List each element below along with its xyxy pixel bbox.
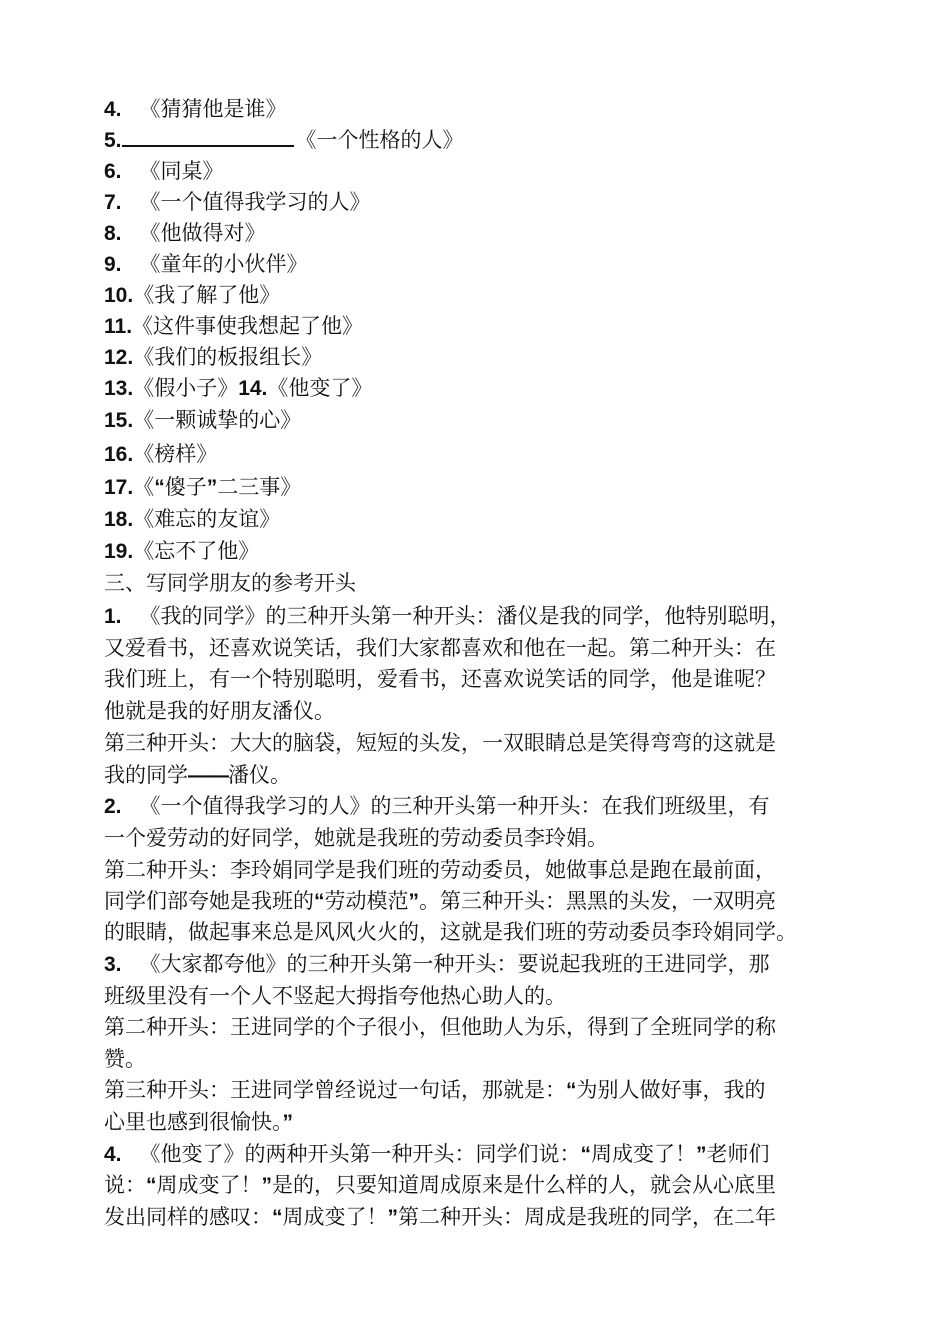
list-title: 《他变了》 <box>267 376 373 400</box>
paragraph-line <box>104 1140 770 1169</box>
paragraph-line <box>104 1108 293 1137</box>
paragraph-line <box>104 1171 776 1200</box>
em-dash: —— <box>188 764 228 787</box>
list-title: 《猜猜他是谁》 <box>139 97 287 121</box>
paragraph-line <box>104 887 776 916</box>
paragraph-text: 周成变了！ <box>591 1142 697 1166</box>
paragraph-text: 《大家都夸他》的三种开头第一种开头：要说起我班的王进同学，那 <box>139 952 770 976</box>
paragraph-number: 4. <box>104 1143 122 1166</box>
list-item <box>104 505 280 534</box>
paragraph-text: 第三种开头：王进同学曾经说过一句话，那就是： <box>104 1078 566 1102</box>
paragraph-text: 潘仪。 <box>228 763 291 787</box>
list-number: 14. <box>238 377 268 400</box>
list-title: 《我们的板报组长》 <box>133 345 323 369</box>
paragraph-line <box>104 1076 766 1105</box>
paragraph-text: 第二种开头：周成是我班的同学，在二年 <box>398 1205 776 1229</box>
paragraph-text: 周成变了！ <box>156 1173 262 1197</box>
list-item <box>104 126 464 155</box>
list-item <box>104 343 322 372</box>
paragraph-line: 赞。 <box>104 1047 146 1071</box>
paragraph-line: 第三种开头：大大的脑袋，短短的头发，一双眼睛总是笑得弯弯的这就是 <box>104 731 776 755</box>
list-item <box>104 440 217 469</box>
paragraph-text: 说： <box>104 1173 146 1197</box>
list-title: 《 <box>133 475 155 499</box>
list-item <box>104 406 301 435</box>
list-number: 13. <box>104 377 134 400</box>
list-number: 4. <box>104 98 122 121</box>
paragraph-text: 是的，只要知道周成原来是什么样的人，就会从心底里 <box>272 1173 776 1197</box>
paragraph-text: 同学们部夸她是我班的 <box>104 889 314 913</box>
list-number: 19. <box>104 540 134 563</box>
list-item <box>104 281 280 310</box>
paragraph-number: 1. <box>104 605 122 628</box>
quote-mark: ” <box>408 890 419 913</box>
list-title: 《童年的小伙伴》 <box>139 252 308 276</box>
section-heading: 三、写同学朋友的参考开头 <box>104 571 356 595</box>
list-title: 《他做得对》 <box>139 221 266 245</box>
paragraph-line <box>104 950 770 979</box>
quote-mark: “ <box>314 890 325 913</box>
paragraph-text: 发出同样的感叹： <box>104 1205 272 1229</box>
list-number: 18. <box>104 508 134 531</box>
quote-mark: “ <box>566 1079 577 1102</box>
quote-mark: ” <box>282 1111 293 1134</box>
list-title: 《忘不了他》 <box>133 539 260 563</box>
list-title: 傻子 <box>164 475 207 499</box>
quote-mark: “ <box>154 476 165 499</box>
quote-mark: ” <box>206 476 218 499</box>
list-title: 《榜样》 <box>133 442 218 466</box>
list-title: 《难忘的友谊》 <box>133 507 281 531</box>
quote-mark: “ <box>272 1206 283 1229</box>
list-number: 8. <box>104 222 122 245</box>
paragraph-line <box>104 1203 776 1232</box>
paragraph-text: 。第三种开头：黑黑的头发，一双明亮 <box>419 889 776 913</box>
quote-mark: ” <box>261 1174 272 1197</box>
paragraph-line: 第二种开头：王进同学的个子很小，但他助人为乐，得到了全班同学的称 <box>104 1015 776 1039</box>
list-item <box>104 219 266 248</box>
list-title: 二三事》 <box>217 475 302 499</box>
list-item <box>104 537 259 566</box>
paragraph-line: 班级里没有一个人不竖起大拇指夸他热心助人的。 <box>104 984 566 1008</box>
list-item <box>104 157 224 186</box>
paragraph-number: 3. <box>104 953 122 976</box>
list-title: 《同桌》 <box>139 159 224 183</box>
list-title: 《一个值得我学习的人》 <box>139 190 371 214</box>
list-item <box>104 250 308 279</box>
list-number: 6. <box>104 160 122 183</box>
paragraph-text: 心里也感到很愉快。 <box>104 1110 283 1134</box>
paragraph-line: 一个爱劳动的好同学，她就是我班的劳动委员李玲娟。 <box>104 826 608 850</box>
quote-mark: “ <box>146 1174 157 1197</box>
paragraph-text: 周成变了！ <box>282 1205 388 1229</box>
list-title: 《假小子》 <box>133 376 239 400</box>
list-item <box>104 312 363 341</box>
fill-in-blank <box>122 127 294 147</box>
paragraph-line: 第二种开头：李玲娟同学是我们班的劳动委员，她做事总是跑在最前面， <box>104 858 776 882</box>
list-number: 15. <box>104 409 134 432</box>
list-title: 《一颗诚挚的心》 <box>133 408 302 432</box>
list-number: 11. <box>104 315 133 338</box>
paragraph-text: 为别人做好事，我的 <box>576 1078 766 1102</box>
paragraph-text: 《他变了》的两种开头第一种开头：同学们说： <box>139 1142 581 1166</box>
paragraph-line: 又爱看书，还喜欢说笑话，我们大家都喜欢和他在一起。第二种开头：在 <box>104 636 776 660</box>
list-title: 《我了解了他》 <box>133 283 281 307</box>
quote-mark: ” <box>387 1206 398 1229</box>
list-item <box>104 473 301 502</box>
paragraph-text: 我的同学 <box>104 763 188 787</box>
list-title: 《这件事使我想起了他》 <box>132 314 364 338</box>
paragraph-line <box>104 792 770 821</box>
paragraph-text: 老师们 <box>706 1142 770 1166</box>
list-title: 《一个性格的人》 <box>295 128 464 152</box>
list-number: 5. <box>104 129 122 152</box>
paragraph-line <box>104 761 291 790</box>
paragraph-line: 他就是我的好朋友潘仪。 <box>104 699 335 723</box>
list-number: 16. <box>104 443 134 466</box>
paragraph-text: 《一个值得我学习的人》的三种开头第一种开头：在我们班级里，有 <box>139 794 770 818</box>
paragraph-line <box>104 602 791 631</box>
list-number: 7. <box>104 191 122 214</box>
paragraph-line: 的眼睛，做起事来总是风风火火的，这就是我们班的劳动委员李玲娟同学。 <box>104 920 797 944</box>
paragraph-text: 《我的同学》的三种开头第一种开头：潘仪是我的同学，他特别聪明， <box>139 604 791 628</box>
list-number: 17. <box>104 476 134 499</box>
list-item <box>104 95 287 124</box>
list-number: 10. <box>104 284 134 307</box>
list-item <box>104 188 371 217</box>
list-number: 12. <box>104 346 134 369</box>
list-number: 9. <box>104 253 122 276</box>
list-item <box>104 374 372 403</box>
paragraph-text: 劳动模范 <box>324 889 409 913</box>
quote-mark: “ <box>580 1143 592 1166</box>
paragraph-number: 2. <box>104 795 122 818</box>
quote-mark: ” <box>696 1143 707 1166</box>
paragraph-line: 我们班上，有一个特别聪明，爱看书，还喜欢说笑话的同学，他是谁呢？ <box>104 667 776 691</box>
